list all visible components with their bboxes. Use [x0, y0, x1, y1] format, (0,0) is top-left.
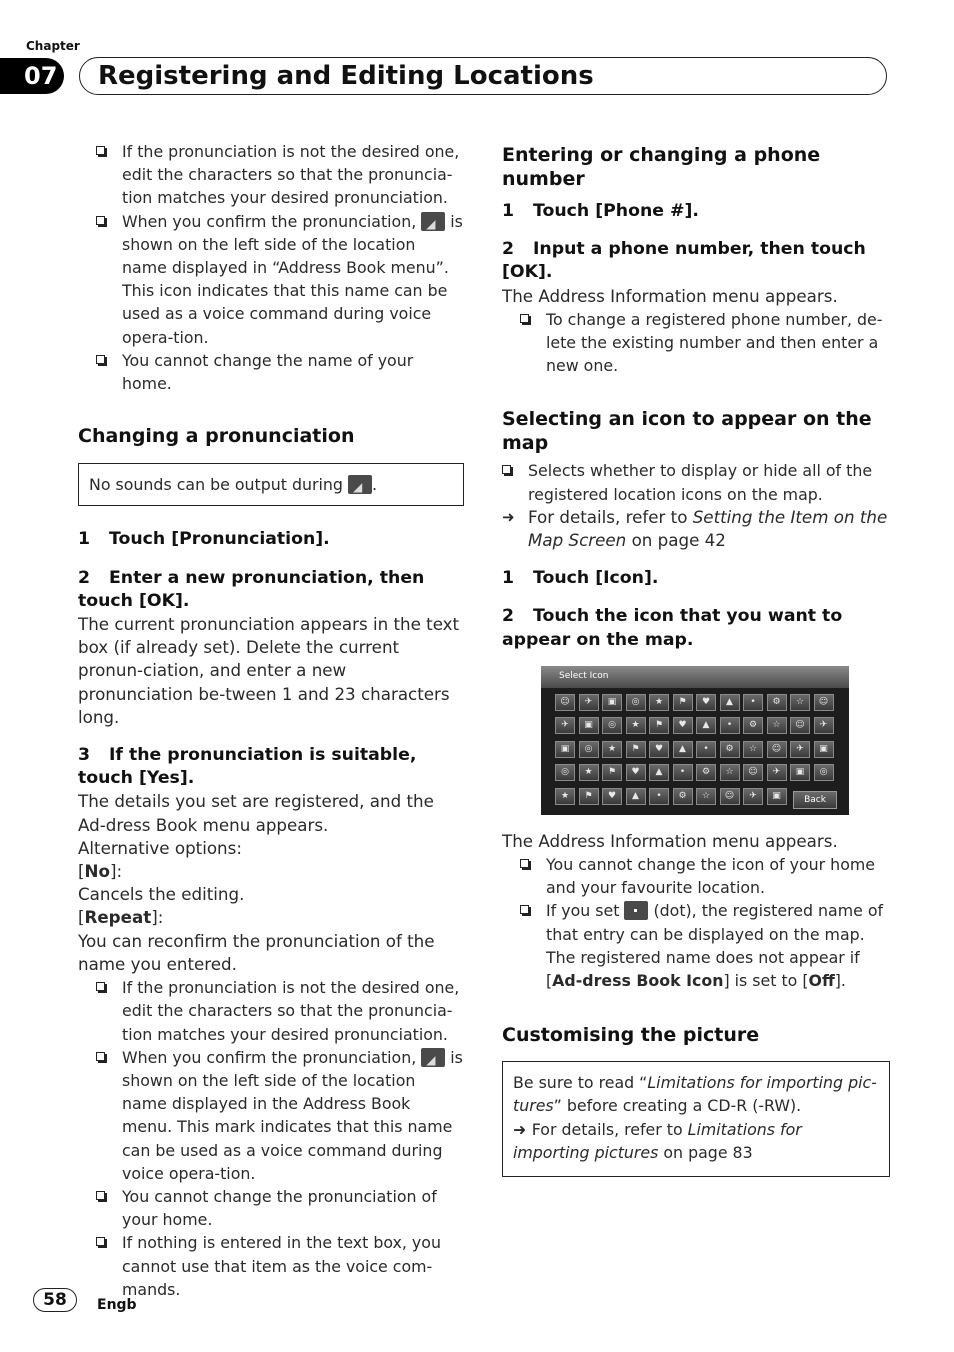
- map-icon-option[interactable]: ☺: [767, 741, 787, 758]
- map-icon-option[interactable]: ☺: [790, 717, 810, 734]
- option-no-desc: Cancels the editing.: [78, 884, 245, 905]
- map-icon-option[interactable]: ★: [579, 764, 599, 781]
- map-icon-option[interactable]: ☆: [696, 788, 716, 805]
- title-bar: [79, 57, 887, 95]
- map-icon-option[interactable]: ☆: [720, 764, 740, 781]
- map-icon-option[interactable]: ▲: [673, 741, 693, 758]
- note-box: Be sure to read “Limitations for importing pic-tures” before creating a CD-R (-RW). ➜ For details, refer to Limitations for importing pictures on page 83: [502, 1061, 890, 1177]
- map-icon-option[interactable]: •: [673, 764, 693, 781]
- map-icon-option[interactable]: ▲: [649, 764, 669, 781]
- map-icon-option[interactable]: ✈: [814, 717, 834, 734]
- map-icon-option[interactable]: ☆: [767, 717, 787, 734]
- map-icon-option[interactable]: ▲: [720, 694, 740, 711]
- step: 2 Enter a new pronunciation, then touch [OK].: [78, 567, 425, 611]
- map-icon-option[interactable]: ⚙: [696, 764, 716, 781]
- voice-command-icon: [348, 475, 372, 494]
- dot-icon: [624, 901, 648, 920]
- section-heading: Selecting an icon to appear on the map: [502, 408, 872, 455]
- map-icon-option[interactable]: ☺: [555, 694, 575, 711]
- chapter-label: Chapter: [26, 39, 80, 53]
- right-column: [502, 143, 890, 1177]
- screen-title: Select Icon: [559, 670, 609, 681]
- map-icon-option[interactable]: ⚑: [602, 764, 622, 781]
- map-icon-option[interactable]: ★: [555, 788, 575, 805]
- voice-command-icon: [421, 1048, 445, 1067]
- map-icon-option[interactable]: ✈: [555, 717, 575, 734]
- map-icon-option[interactable]: ▲: [626, 788, 646, 805]
- bullet-item: You cannot change the pronunciation of your home.: [96, 1185, 464, 1231]
- reference-link[interactable]: Setting the Item on the Map Screen: [528, 506, 888, 551]
- map-icon-option[interactable]: ▲: [696, 717, 716, 734]
- page-number: 58: [33, 1288, 77, 1312]
- map-icon-option[interactable]: ♥: [626, 764, 646, 781]
- map-icon-option[interactable]: ☺: [720, 788, 740, 805]
- language-code: Engb: [97, 1297, 137, 1313]
- map-icon-option[interactable]: ▣: [814, 741, 834, 758]
- section-heading: Entering or changing a phone number: [502, 144, 821, 190]
- note-box: No sounds can be output during ◢.: [78, 463, 464, 506]
- left-column: [78, 140, 464, 1301]
- bullet-item: When you confirm the pronunciation, ◢ is shown on the left side of the location name displayed in “Address Book menu”. This icon indicates that this name can be used as a voice command during voice opera-tion.: [96, 210, 464, 349]
- map-icon-option[interactable]: ▣: [790, 764, 810, 781]
- option-repeat-desc: You can reconfirm the pronunciation of the name you entered.: [78, 930, 435, 974]
- map-icon-option[interactable]: ◎: [814, 764, 834, 781]
- map-icon-option[interactable]: ✈: [579, 694, 599, 711]
- map-icon-option[interactable]: ♥: [649, 741, 669, 758]
- step: 1 Touch [Pronunciation].: [78, 529, 330, 550]
- map-icon-option[interactable]: ⚙: [767, 694, 787, 711]
- chapter-number: 07: [0, 58, 64, 94]
- map-icon-option[interactable]: ♥: [696, 694, 716, 711]
- map-icon-option[interactable]: ⚑: [626, 741, 646, 758]
- bullet-item: If the pronunciation is not the desired one, edit the characters so that the pronuncia-tion matches your desired pronunciation.: [96, 140, 464, 210]
- map-icon-option[interactable]: ▣: [767, 788, 787, 805]
- bullet-item: When you confirm the pronunciation, ◢ is shown on the left side of the location name displayed in the Address Book menu. This mark indicates that this name can be used as a voice command during voice opera-tion.: [96, 1046, 464, 1185]
- voice-command-icon: [421, 212, 445, 231]
- step-body: The Address Information menu appears.: [502, 830, 838, 851]
- map-icon-option[interactable]: ☆: [743, 741, 763, 758]
- bullet-item: If you set (dot), the registered name of that entry can be displayed on the map. The registered name does not appear if [Ad-dress Book Icon] is set to [Off].: [520, 899, 890, 992]
- map-icon-option[interactable]: ⚑: [579, 788, 599, 805]
- screen-header: [541, 666, 849, 688]
- map-icon-option[interactable]: ▣: [579, 717, 599, 734]
- map-icon-option[interactable]: •: [696, 741, 716, 758]
- map-icon-option[interactable]: ☺: [743, 764, 763, 781]
- map-icon-option[interactable]: ◎: [579, 741, 599, 758]
- step-body: The current pronunciation appears in the text box (if already set). Delete the current pronun-ciation, and enter a new pronunciation be-tween 1 and 23 characters long.: [78, 614, 460, 727]
- reference-link[interactable]: Limitations for importing pictures: [513, 1119, 802, 1162]
- reference-link[interactable]: Limitations for importing pic-tures: [513, 1073, 877, 1116]
- map-icon-option[interactable]: ◎: [602, 717, 622, 734]
- step-body: The Address Information menu appears.: [502, 285, 838, 306]
- step: 2 Touch the icon that you want to appear on the map.: [502, 606, 843, 650]
- map-icon-option[interactable]: ☆: [790, 694, 810, 711]
- section-heading: Changing a pronunciation: [78, 425, 355, 448]
- step: 2 Input a phone number, then touch [OK].: [502, 239, 866, 283]
- map-icon-option[interactable]: •: [743, 694, 763, 711]
- map-icon-option[interactable]: ◎: [555, 764, 575, 781]
- select-icon-screenshot: [541, 666, 849, 815]
- bullet-item: If the pronunciation is not the desired one, edit the characters so that the pronuncia-tion matches your desired pronunciation.: [96, 976, 464, 1046]
- map-icon-option[interactable]: ♥: [602, 788, 622, 805]
- step: 1 Touch [Phone #].: [502, 201, 699, 221]
- map-icon-option[interactable]: ✈: [790, 741, 810, 758]
- map-icon-option[interactable]: ★: [602, 741, 622, 758]
- step: 1 Touch [Icon].: [502, 568, 659, 589]
- back-button[interactable]: Back: [793, 791, 837, 809]
- bullet-item: If nothing is entered in the text box, you cannot use that item as the voice com-mands.: [96, 1231, 464, 1301]
- map-icon-option[interactable]: ⚙: [673, 788, 693, 805]
- map-icon-option[interactable]: ★: [626, 717, 646, 734]
- map-icon-option[interactable]: ✈: [767, 764, 787, 781]
- map-icon-option[interactable]: •: [649, 788, 669, 805]
- map-icon-option[interactable]: ⚙: [743, 717, 763, 734]
- arrow-icon: ➜: [513, 1119, 532, 1139]
- map-icon-option[interactable]: •: [720, 717, 740, 734]
- map-icon-option[interactable]: ☺: [814, 694, 834, 711]
- step-body: The details you set are registered, and the Ad-dress Book menu appears.: [78, 791, 434, 835]
- section-heading: Customising the picture: [502, 1024, 760, 1047]
- step: 3 If the pronunciation is suitable, touch [Yes].: [78, 745, 417, 789]
- map-icon-option[interactable]: ✈: [743, 788, 763, 805]
- map-icon-option[interactable]: ♥: [673, 717, 693, 734]
- map-icon-option[interactable]: ★: [649, 694, 669, 711]
- map-icon-option[interactable]: ⚑: [673, 694, 693, 711]
- reference-note: ➜ For details, refer to Setting the Item on the Map Screen on page 42: [502, 506, 888, 551]
- bullet-item: You cannot change the name of your home.: [96, 349, 464, 395]
- arrow-icon: ➜: [502, 507, 515, 526]
- map-icon-option[interactable]: ▣: [555, 741, 575, 758]
- map-icon-option[interactable]: ◎: [626, 694, 646, 711]
- option-no: [No]:: [78, 861, 123, 882]
- map-icon-option[interactable]: ▣: [602, 694, 622, 711]
- map-icon-option[interactable]: ⚙: [720, 741, 740, 758]
- bullet-item: Selects whether to display or hide all of the registered location icons on the map.: [502, 459, 890, 505]
- bullet-item: To change a registered phone number, de-lete the existing number and then enter a new one.: [520, 308, 890, 378]
- map-icon-option[interactable]: ⚑: [649, 717, 669, 734]
- page-title: Registering and Editing Locations: [98, 61, 594, 91]
- alt-options-label: Alternative options:: [78, 837, 242, 858]
- option-repeat: [Repeat]:: [78, 907, 164, 928]
- bullet-item: You cannot change the icon of your home and your favourite location.: [520, 853, 890, 899]
